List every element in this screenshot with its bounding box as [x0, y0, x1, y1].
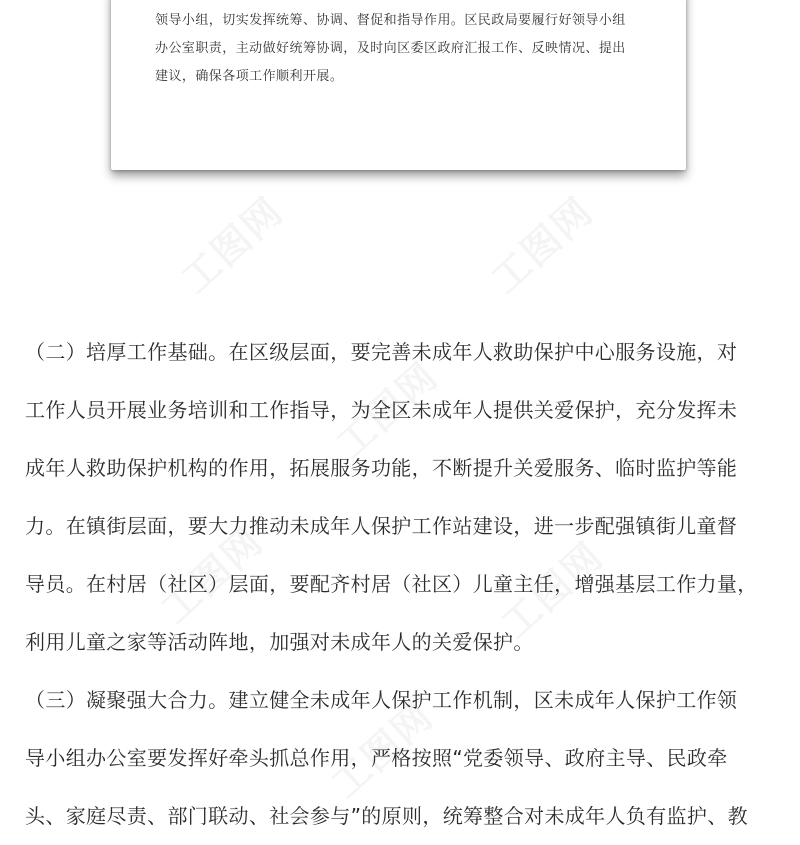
watermark: 工图网 — [328, 353, 447, 467]
watermark: 工图网 — [493, 533, 612, 647]
body-paragraphs — [0, 323, 800, 845]
watermark: 工图网 — [323, 693, 442, 807]
card-line-1: 领导小组，切实发挥统筹、协调、督促和指导作用。区民政局要履行好领导小组 — [155, 13, 626, 28]
body-line-7: （三）凝聚强大合力。建立健全未成年人保护工作机制，区未成年人保护工作领 — [25, 688, 738, 712]
body-line-6: 利用儿童之家等活动阵地，加强对未成年人的关爱保护。 — [25, 630, 534, 654]
watermark: 工图网 — [483, 188, 602, 302]
body-line-1: （二）培厚工作基础。在区级层面，要完善未成年人救助保护中心服务设施，对 — [25, 340, 738, 364]
document-card — [111, 0, 686, 170]
body-line-5: 导员。在村居（社区）层面，要配齐村居（社区）儿童主任，增强基层工作力量， — [25, 572, 758, 596]
card-paragraph — [155, 7, 655, 91]
body-line-9: 头、家庭尽责、部门联动、社会参与”的原则，统筹整合对未成年人负有监护、教 — [25, 804, 748, 828]
body-line-4: 力。在镇街层面，要大力推动未成年人保护工作站建设，进一步配强镇街儿童督 — [25, 514, 738, 538]
body-line-2: 工作人员开展业务培训和工作指导，为全区未成年人提供关爱保护，充分发挥未 — [25, 398, 738, 422]
watermark: 工图网 — [153, 518, 272, 632]
body-line-3: 成年人救助保护机构的作用，拓展服务功能，不断提升关爱服务、临时监护等能 — [25, 456, 738, 480]
body-line-8: 导小组办公室要发挥好牵头抓总作用，严格按照“党委领导、政府主导、民政牵 — [25, 746, 728, 770]
card-line-2: 办公室职责，主动做好统筹协调，及时向区委区政府汇报工作、反映情况、提出 — [155, 41, 626, 56]
card-line-3: 建议，确保各项工作顺利开展。 — [155, 69, 344, 84]
watermark: 工图网 — [173, 188, 292, 302]
